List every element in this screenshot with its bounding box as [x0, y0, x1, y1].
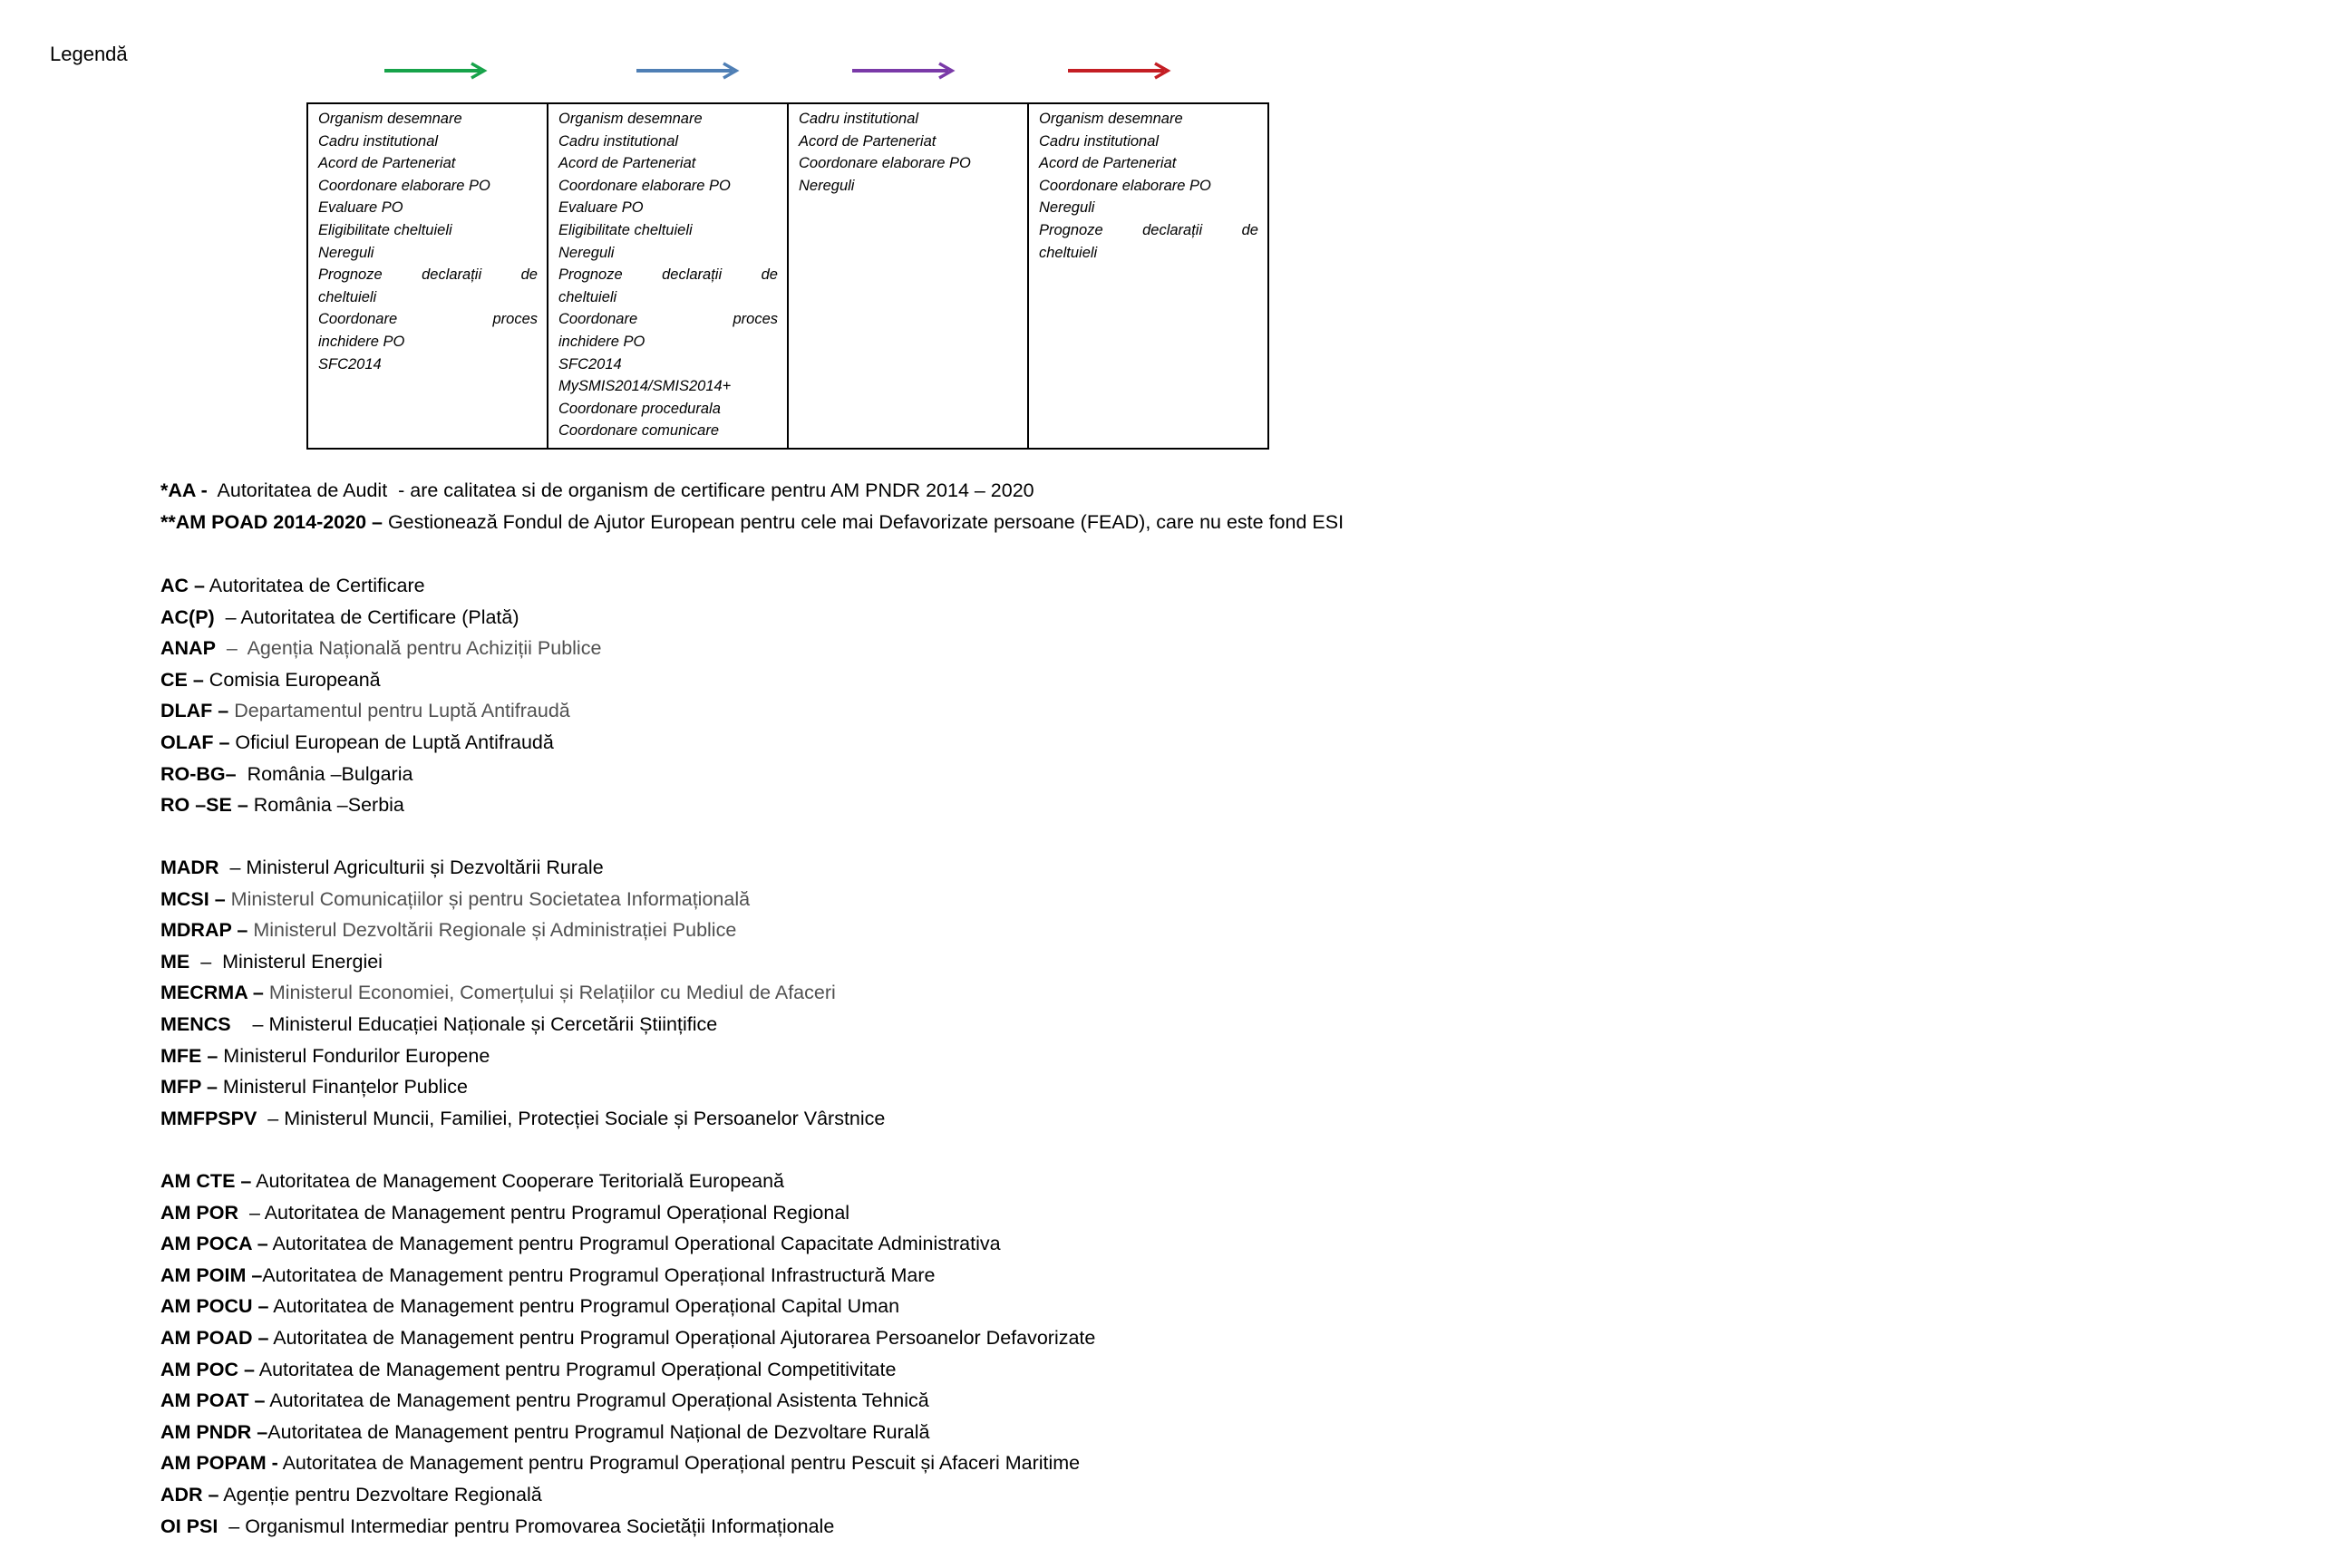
- legend-column: [788, 103, 1028, 449]
- abbreviation-row: [160, 884, 885, 915]
- table-cell-line: Coordonare proces: [558, 311, 778, 328]
- abbreviation-code: ADR –: [160, 1483, 219, 1505]
- table-cell-line: Coordonare comunicare: [558, 422, 720, 440]
- abbreviation-code: MADR: [160, 857, 219, 878]
- abbreviation-row: [160, 1009, 885, 1040]
- table-cell-line: inchidere PO: [318, 333, 405, 350]
- abbreviation-meaning: Ministerul Comunicațiilor și pentru Societatea Informațională: [225, 887, 751, 910]
- abbreviation-meaning: Oficiul European de Luptă Antifraudă: [229, 731, 554, 753]
- table-cell-line: inchidere PO: [558, 333, 645, 350]
- abbreviation-meaning: Ministerul Fondurilor Europene: [218, 1044, 490, 1067]
- abbreviation-meaning: – Ministerul Educației Naționale și Cercetării Științifice: [230, 1012, 718, 1035]
- legend-column: [1028, 103, 1268, 449]
- abbreviation-row: [160, 1417, 1095, 1448]
- table-cell-line: Organism desemnare: [1039, 111, 1183, 127]
- footnotes: [160, 475, 1344, 537]
- abbreviation-code: AM POAT –: [160, 1389, 266, 1412]
- table-cell-line: Nereguli: [558, 244, 615, 261]
- table-cell-line: Eligibilitate cheltuieli: [318, 221, 452, 238]
- abbreviation-meaning: Comisia Europeană: [203, 668, 381, 691]
- abbreviation-meaning: Autoritatea de Management pentru Programul Operational Capacitate Administrativa: [267, 1233, 1001, 1255]
- table-cell-line: Cadru institutional: [1039, 132, 1160, 150]
- abbreviation-row: [160, 852, 885, 884]
- abbreviation-row: [160, 633, 601, 664]
- abbreviation-code: CE –: [160, 668, 204, 691]
- abbreviation-row: [160, 1197, 1095, 1229]
- abbreviation-code: OI PSI: [160, 1515, 218, 1537]
- abbreviation-code: MCSI –: [160, 887, 226, 910]
- table-cell-line: Coordonare elaborare PO: [799, 155, 971, 172]
- abbreviation-meaning: România –Serbia: [247, 794, 404, 817]
- table-cell-line: Cadru institutional: [318, 132, 439, 150]
- table-cell-line: MySMIS2014/SMIS2014+: [558, 378, 732, 395]
- abbreviation-row: [160, 1103, 885, 1135]
- table-cell-line: Prognoze declarații de: [1039, 221, 1258, 238]
- abbreviation-row: [160, 507, 1344, 538]
- abbreviation-code: AM POC –: [160, 1358, 255, 1380]
- table-cell-line: Coordonare elaborare PO: [558, 177, 731, 194]
- table-cell-line: Nereguli: [799, 177, 855, 194]
- abbreviation-code: MECRMA –: [160, 982, 264, 1004]
- abbreviation-row: [160, 1479, 1095, 1511]
- abbreviation-code: MFP –: [160, 1076, 218, 1099]
- abbreviation-group-institutions: [160, 570, 601, 821]
- table-cell-line: Eligibilitate cheltuieli: [558, 221, 693, 238]
- abbreviation-row: [160, 1166, 1095, 1197]
- abbreviation-code: RO-BG–: [160, 762, 237, 785]
- table-cell-line: Acord de Parteneriat: [1039, 155, 1177, 172]
- abbreviation-meaning: Autoritatea de Management pentru Programul Operațional Ajutorarea Persoanelor Defavorizate: [268, 1326, 1096, 1349]
- table-cell-line: Evaluare PO: [318, 199, 403, 217]
- legend-title: Legendă: [50, 43, 128, 65]
- abbreviation-meaning: Autoritatea de Certificare: [204, 575, 425, 596]
- abbreviation-row: [160, 915, 885, 946]
- abbreviation-meaning: Ministerul Economiei, Comerțului și Relațiilor cu Mediul de Afaceri: [263, 982, 836, 1004]
- abbreviation-row: [160, 1040, 885, 1072]
- abbreviation-row: [160, 946, 885, 978]
- abbreviation-code: ME: [160, 950, 190, 973]
- abbreviation-meaning: Agenție pentru Dezvoltare Regională: [218, 1483, 542, 1505]
- table-cell-line: Organism desemnare: [318, 111, 462, 127]
- abbreviation-code: MDRAP –: [160, 919, 248, 942]
- legend-table: [306, 102, 1269, 450]
- table-cell-line: Nereguli: [318, 244, 374, 261]
- abbreviation-row: [160, 1447, 1095, 1479]
- abbreviation-group-managing-authorities: [160, 1166, 1095, 1542]
- table-cell-line: Nereguli: [1039, 199, 1095, 217]
- abbreviation-meaning: Autoritatea de Management pentru Programul Operațional Capital Uman: [268, 1295, 900, 1318]
- abbreviation-code: OLAF –: [160, 731, 230, 753]
- abbreviation-row: [160, 1071, 885, 1103]
- table-cell-line: Coordonare elaborare PO: [1039, 177, 1211, 194]
- table-cell-line: Cadru institutional: [799, 111, 919, 127]
- table-cell-line: Cadru institutional: [558, 132, 679, 150]
- abbreviation-code: AM POCA –: [160, 1233, 268, 1255]
- abbreviation-code: AM PNDR –: [160, 1420, 268, 1443]
- abbreviation-row: [160, 1354, 1095, 1386]
- abbreviation-row: [160, 602, 601, 634]
- table-cell-line: SFC2014: [558, 355, 622, 373]
- abbreviation-meaning: Ministerul Finanțelor Publice: [217, 1076, 468, 1099]
- abbreviation-row: [160, 759, 601, 790]
- abbreviation-meaning: Departamentul pentru Luptă Antifraudă: [228, 700, 570, 722]
- green-arrow-icon: [383, 61, 491, 81]
- abbreviation-meaning: Autoritatea de Audit - are calitatea si de organism de certificare pentru AM PNDR 2014 – 2020: [212, 479, 1034, 501]
- abbreviation-row: [160, 1228, 1095, 1260]
- abbreviation-code: AM POR: [160, 1201, 238, 1224]
- abbreviation-meaning: – Ministerul Energiei: [189, 950, 383, 973]
- abbreviation-code: **AM POAD 2014-2020 –: [160, 510, 383, 533]
- abbreviation-row: [160, 1322, 1095, 1354]
- abbreviation-meaning: – Organismul Intermediar pentru Promovarea Societății Informaționale: [218, 1515, 835, 1537]
- table-cell-line: Coordonare proces: [318, 311, 538, 328]
- abbreviation-code: AM CTE –: [160, 1170, 252, 1192]
- abbreviation-meaning: – Ministerul Muncii, Familiei, Protecției Sociale și Persoanelor Vârstnice: [257, 1107, 886, 1129]
- abbreviation-meaning: Autoritatea de Management pentru Programul Operațional Asistenta Tehnică: [265, 1389, 929, 1412]
- abbreviation-row: [160, 1260, 1095, 1292]
- table-cell-line: Coordonare procedurala: [558, 400, 721, 417]
- blue-arrow-icon: [635, 61, 743, 81]
- abbreviation-code: *AA -: [160, 479, 213, 501]
- abbreviation-meaning: – Agenția Națională pentru Achiziții Publice: [215, 637, 602, 660]
- table-cell-line: Prognoze declarații de: [318, 266, 538, 284]
- table-cell-line: cheltuieli: [318, 288, 377, 305]
- abbreviation-row: [160, 664, 601, 696]
- abbreviation-code: DLAF –: [160, 700, 229, 722]
- abbreviation-code: AM POCU –: [160, 1295, 269, 1318]
- table-cell-line: Prognoze declarații de: [558, 266, 778, 284]
- abbreviation-group-ministries: [160, 852, 885, 1134]
- abbreviation-row: [160, 1385, 1095, 1417]
- abbreviation-code: ANAP: [160, 637, 216, 660]
- abbreviation-meaning: România –Bulgaria: [236, 762, 413, 785]
- abbreviation-row: [160, 475, 1344, 507]
- table-cell-line: Acord de Parteneriat: [799, 132, 937, 150]
- purple-arrow-icon: [850, 61, 959, 81]
- legend-column: [307, 103, 548, 449]
- abbreviation-meaning: Autoritatea de Management pentru Programul Operațional pentru Pescuit și Afaceri Maritime: [277, 1452, 1081, 1475]
- abbreviation-code: MFE –: [160, 1044, 218, 1067]
- table-cell-line: Coordonare elaborare PO: [318, 177, 490, 194]
- abbreviation-meaning: Autoritatea de Management pentru Programul Operațional Competitivitate: [254, 1358, 897, 1380]
- legend-column: [548, 103, 788, 449]
- table-cell-line: Evaluare PO: [558, 199, 644, 217]
- abbreviation-code: AC –: [160, 575, 205, 596]
- table-cell-line: Organism desemnare: [558, 111, 703, 127]
- table-cell-line: cheltuieli: [1039, 244, 1098, 261]
- abbreviation-row: [160, 695, 601, 727]
- abbreviation-code: AM POIM –: [160, 1263, 263, 1286]
- abbreviation-meaning: – Autoritatea de Certificare (Plată): [214, 605, 519, 628]
- abbreviation-row: [160, 1291, 1095, 1322]
- abbreviation-code: AC(P): [160, 605, 215, 628]
- table-cell-line: cheltuieli: [558, 288, 617, 305]
- table-cell-line: Acord de Parteneriat: [558, 155, 696, 172]
- abbreviation-meaning: – Autoritatea de Management pentru Programul Operațional Regional: [238, 1201, 850, 1224]
- abbreviation-row: [160, 789, 601, 821]
- abbreviation-code: RO –SE –: [160, 794, 248, 817]
- abbreviation-meaning: Autoritatea de Management Cooperare Teritorială Europeană: [251, 1170, 784, 1192]
- abbreviation-row: [160, 727, 601, 759]
- red-arrow-icon: [1066, 61, 1175, 81]
- abbreviation-meaning: Gestionează Fondul de Ajutor European pentru cele mai Defavorizate persoane (FEAD), care nu este fond ESI: [382, 510, 1344, 533]
- abbreviation-row: [160, 977, 885, 1009]
- table-cell-line: Acord de Parteneriat: [318, 155, 456, 172]
- abbreviation-meaning: Autoritatea de Management pentru Programul Național de Dezvoltare Rurală: [267, 1420, 930, 1443]
- abbreviation-row: [160, 1511, 1095, 1543]
- abbreviation-code: AM POPAM -: [160, 1452, 278, 1475]
- abbreviation-meaning: Autoritatea de Management pentru Programul Operațional Infrastructură Mare: [262, 1263, 936, 1286]
- abbreviation-code: MMFPSPV: [160, 1107, 257, 1129]
- abbreviation-row: [160, 570, 601, 602]
- table-cell-line: SFC2014: [318, 355, 382, 373]
- abbreviation-meaning: – Ministerul Agriculturii și Dezvoltării Rurale: [218, 857, 604, 878]
- abbreviation-code: MENCS: [160, 1012, 231, 1035]
- abbreviation-code: AM POAD –: [160, 1326, 269, 1349]
- abbreviation-meaning: Ministerul Dezvoltării Regionale și Administrației Publice: [247, 919, 737, 942]
